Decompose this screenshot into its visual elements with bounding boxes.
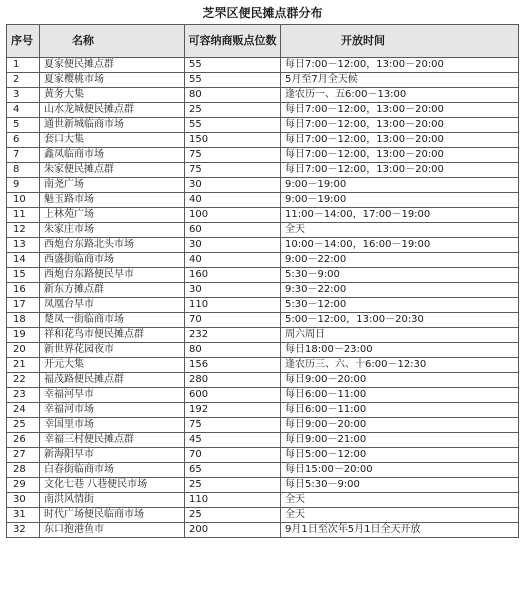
cell-capacity: 25 bbox=[185, 478, 281, 493]
cell-name: 幸国里市场 bbox=[40, 418, 185, 433]
table-header-row bbox=[7, 25, 519, 58]
cell-hours: 9:30－22:00 bbox=[281, 283, 519, 298]
table-row bbox=[7, 298, 519, 313]
cell-hours: 每日7:00－12:00，13:00－20:00 bbox=[281, 58, 519, 73]
cell-name: 通世新城临商市场 bbox=[40, 118, 185, 133]
cell-name: 西盛街临商市场 bbox=[40, 253, 185, 268]
cell-capacity: 55 bbox=[185, 58, 281, 73]
cell-name: 夏家便民摊点群 bbox=[40, 58, 185, 73]
cell-no: 27 bbox=[7, 448, 40, 463]
cell-capacity: 160 bbox=[185, 268, 281, 283]
table-row bbox=[7, 358, 519, 373]
cell-capacity: 45 bbox=[185, 433, 281, 448]
cell-name: 黄务大集 bbox=[40, 88, 185, 103]
cell-no: 8 bbox=[7, 163, 40, 178]
cell-capacity: 232 bbox=[185, 328, 281, 343]
cell-name: 山水龙城便民摊点群 bbox=[40, 103, 185, 118]
cell-capacity: 75 bbox=[185, 418, 281, 433]
cell-name: 时代广场便民临商市场 bbox=[40, 508, 185, 523]
cell-no: 20 bbox=[7, 343, 40, 358]
cell-capacity: 40 bbox=[185, 193, 281, 208]
table-row bbox=[7, 418, 519, 433]
cell-no: 21 bbox=[7, 358, 40, 373]
table-row bbox=[7, 253, 519, 268]
cell-capacity: 110 bbox=[185, 298, 281, 313]
cell-capacity: 65 bbox=[185, 463, 281, 478]
cell-hours: 每日15:00－20:00 bbox=[281, 463, 519, 478]
cell-hours: 全天 bbox=[281, 223, 519, 238]
cell-name: 开元大集 bbox=[40, 358, 185, 373]
cell-no: 18 bbox=[7, 313, 40, 328]
cell-hours: 每日6:00－11:00 bbox=[281, 403, 519, 418]
cell-no: 6 bbox=[7, 133, 40, 148]
cell-name: 新世界花园夜市 bbox=[40, 343, 185, 358]
cell-hours: 每日9:00－20:00 bbox=[281, 418, 519, 433]
cell-no: 9 bbox=[7, 178, 40, 193]
cell-name: 祥和花鸟市便民摊点群 bbox=[40, 328, 185, 343]
cell-name: 新东方摊点群 bbox=[40, 283, 185, 298]
cell-name: 南尧广场 bbox=[40, 178, 185, 193]
cell-capacity: 55 bbox=[185, 118, 281, 133]
cell-name: 幸福河早市 bbox=[40, 388, 185, 403]
cell-no: 32 bbox=[7, 523, 40, 538]
cell-hours: 10:00－14:00，16:00－19:00 bbox=[281, 238, 519, 253]
cell-no: 28 bbox=[7, 463, 40, 478]
cell-capacity: 150 bbox=[185, 133, 281, 148]
cell-hours: 全天 bbox=[281, 508, 519, 523]
cell-hours: 每日6:00－11:00 bbox=[281, 388, 519, 403]
cell-capacity: 80 bbox=[185, 343, 281, 358]
table-row bbox=[7, 238, 519, 253]
cell-no: 5 bbox=[7, 118, 40, 133]
cell-capacity: 55 bbox=[185, 73, 281, 88]
cell-no: 13 bbox=[7, 238, 40, 253]
cell-name: 福茂路便民摊点群 bbox=[40, 373, 185, 388]
cell-no: 29 bbox=[7, 478, 40, 493]
cell-hours: 每日18:00－23:00 bbox=[281, 343, 519, 358]
cell-name: 东口抱港鱼市 bbox=[40, 523, 185, 538]
cell-name: 夏家樱桃市场 bbox=[40, 73, 185, 88]
cell-name: 上林苑广场 bbox=[40, 208, 185, 223]
cell-name: 新海阳早市 bbox=[40, 448, 185, 463]
market-table bbox=[6, 24, 519, 538]
header-name: 名称 bbox=[40, 25, 185, 58]
table-row bbox=[7, 508, 519, 523]
cell-hours: 周六周日 bbox=[281, 328, 519, 343]
cell-no: 1 bbox=[7, 58, 40, 73]
cell-name: 白春街临商市场 bbox=[40, 463, 185, 478]
cell-capacity: 80 bbox=[185, 88, 281, 103]
cell-hours: 5月至7月全天候 bbox=[281, 73, 519, 88]
cell-no: 12 bbox=[7, 223, 40, 238]
cell-capacity: 600 bbox=[185, 388, 281, 403]
table-row bbox=[7, 58, 519, 73]
table-row bbox=[7, 388, 519, 403]
cell-name: 楚凤一街临商市场 bbox=[40, 313, 185, 328]
cell-name: 西炮台东路便民早市 bbox=[40, 268, 185, 283]
cell-hours: 每日5:00－12:00 bbox=[281, 448, 519, 463]
cell-no: 19 bbox=[7, 328, 40, 343]
cell-no: 2 bbox=[7, 73, 40, 88]
cell-capacity: 70 bbox=[185, 313, 281, 328]
cell-hours: 逢农历一、五6:00－13:00 bbox=[281, 88, 519, 103]
cell-no: 17 bbox=[7, 298, 40, 313]
table-row bbox=[7, 283, 519, 298]
table-row bbox=[7, 433, 519, 448]
cell-capacity: 60 bbox=[185, 223, 281, 238]
table-row bbox=[7, 148, 519, 163]
cell-hours: 每日7:00－12:00，13:00－20:00 bbox=[281, 103, 519, 118]
header-no: 序号 bbox=[7, 25, 40, 58]
table-row bbox=[7, 403, 519, 418]
table-row bbox=[7, 268, 519, 283]
cell-capacity: 192 bbox=[185, 403, 281, 418]
cell-name: 幸福河市场 bbox=[40, 403, 185, 418]
cell-no: 23 bbox=[7, 388, 40, 403]
cell-capacity: 110 bbox=[185, 493, 281, 508]
cell-no: 22 bbox=[7, 373, 40, 388]
cell-name: 幸福三村便民摊点群 bbox=[40, 433, 185, 448]
table-row bbox=[7, 478, 519, 493]
cell-capacity: 200 bbox=[185, 523, 281, 538]
cell-no: 4 bbox=[7, 103, 40, 118]
cell-hours: 5:30－9:00 bbox=[281, 268, 519, 283]
cell-hours: 全天 bbox=[281, 493, 519, 508]
cell-no: 24 bbox=[7, 403, 40, 418]
cell-name: 南洪风情街 bbox=[40, 493, 185, 508]
cell-no: 25 bbox=[7, 418, 40, 433]
cell-hours: 逢农历三、六、十6:00－12:30 bbox=[281, 358, 519, 373]
cell-name: 文化七巷 八巷便民市场 bbox=[40, 478, 185, 493]
cell-name: 朱家便民摊点群 bbox=[40, 163, 185, 178]
cell-name: 魁玉路市场 bbox=[40, 193, 185, 208]
cell-hours: 11:00－14:00，17:00－19:00 bbox=[281, 208, 519, 223]
cell-no: 10 bbox=[7, 193, 40, 208]
cell-no: 14 bbox=[7, 253, 40, 268]
page-title: 芝罘区便民摊点群分布 bbox=[202, 6, 323, 20]
cell-name: 凤凰台早市 bbox=[40, 298, 185, 313]
table-row bbox=[7, 163, 519, 178]
cell-name: 鑫凤临商市场 bbox=[40, 148, 185, 163]
cell-capacity: 30 bbox=[185, 283, 281, 298]
cell-capacity: 40 bbox=[185, 253, 281, 268]
cell-capacity: 25 bbox=[185, 508, 281, 523]
cell-hours: 每日9:00－21:00 bbox=[281, 433, 519, 448]
table-row bbox=[7, 313, 519, 328]
cell-capacity: 156 bbox=[185, 358, 281, 373]
cell-capacity: 70 bbox=[185, 448, 281, 463]
cell-hours: 每日7:00－12:00，13:00－20:00 bbox=[281, 148, 519, 163]
table-row bbox=[7, 463, 519, 478]
cell-name: 朱家庄市场 bbox=[40, 223, 185, 238]
cell-no: 31 bbox=[7, 508, 40, 523]
table-row bbox=[7, 88, 519, 103]
cell-capacity: 100 bbox=[185, 208, 281, 223]
table-row bbox=[7, 193, 519, 208]
cell-no: 16 bbox=[7, 283, 40, 298]
cell-hours: 每日5:30－9:00 bbox=[281, 478, 519, 493]
cell-no: 26 bbox=[7, 433, 40, 448]
cell-no: 3 bbox=[7, 88, 40, 103]
cell-no: 11 bbox=[7, 208, 40, 223]
table-row bbox=[7, 73, 519, 88]
cell-capacity: 75 bbox=[185, 148, 281, 163]
header-capacity: 可容纳商贩点位数 bbox=[185, 25, 281, 58]
table-row bbox=[7, 328, 519, 343]
cell-no: 15 bbox=[7, 268, 40, 283]
cell-capacity: 75 bbox=[185, 163, 281, 178]
cell-hours: 9:00－19:00 bbox=[281, 193, 519, 208]
cell-hours: 每日7:00－12:00，13:00－20:00 bbox=[281, 118, 519, 133]
cell-hours: 5:30－12:00 bbox=[281, 298, 519, 313]
cell-capacity: 30 bbox=[185, 238, 281, 253]
table-row bbox=[7, 103, 519, 118]
cell-no: 7 bbox=[7, 148, 40, 163]
table-row bbox=[7, 223, 519, 238]
cell-hours: 9月1日至次年5月1日全天开放 bbox=[281, 523, 519, 538]
cell-hours: 每日9:00－20:00 bbox=[281, 373, 519, 388]
cell-hours: 5:00－12:00，13:00－20:30 bbox=[281, 313, 519, 328]
cell-hours: 9:00－22:00 bbox=[281, 253, 519, 268]
cell-name: 西炮台东路北头市场 bbox=[40, 238, 185, 253]
cell-capacity: 30 bbox=[185, 178, 281, 193]
table-row bbox=[7, 523, 519, 538]
cell-capacity: 280 bbox=[185, 373, 281, 388]
table-row bbox=[7, 493, 519, 508]
table-row bbox=[7, 178, 519, 193]
table-row bbox=[7, 133, 519, 148]
table-row bbox=[7, 448, 519, 463]
cell-no: 30 bbox=[7, 493, 40, 508]
cell-capacity: 25 bbox=[185, 103, 281, 118]
table-row bbox=[7, 118, 519, 133]
header-hours: 开放时间 bbox=[281, 25, 519, 58]
cell-hours: 每日7:00－12:00，13:00－20:00 bbox=[281, 133, 519, 148]
table-row bbox=[7, 343, 519, 358]
table-row bbox=[7, 208, 519, 223]
table-row bbox=[7, 373, 519, 388]
cell-hours: 9:00－19:00 bbox=[281, 178, 519, 193]
cell-hours: 每日7:00－12:00，13:00－20:00 bbox=[281, 163, 519, 178]
cell-name: 套口大集 bbox=[40, 133, 185, 148]
